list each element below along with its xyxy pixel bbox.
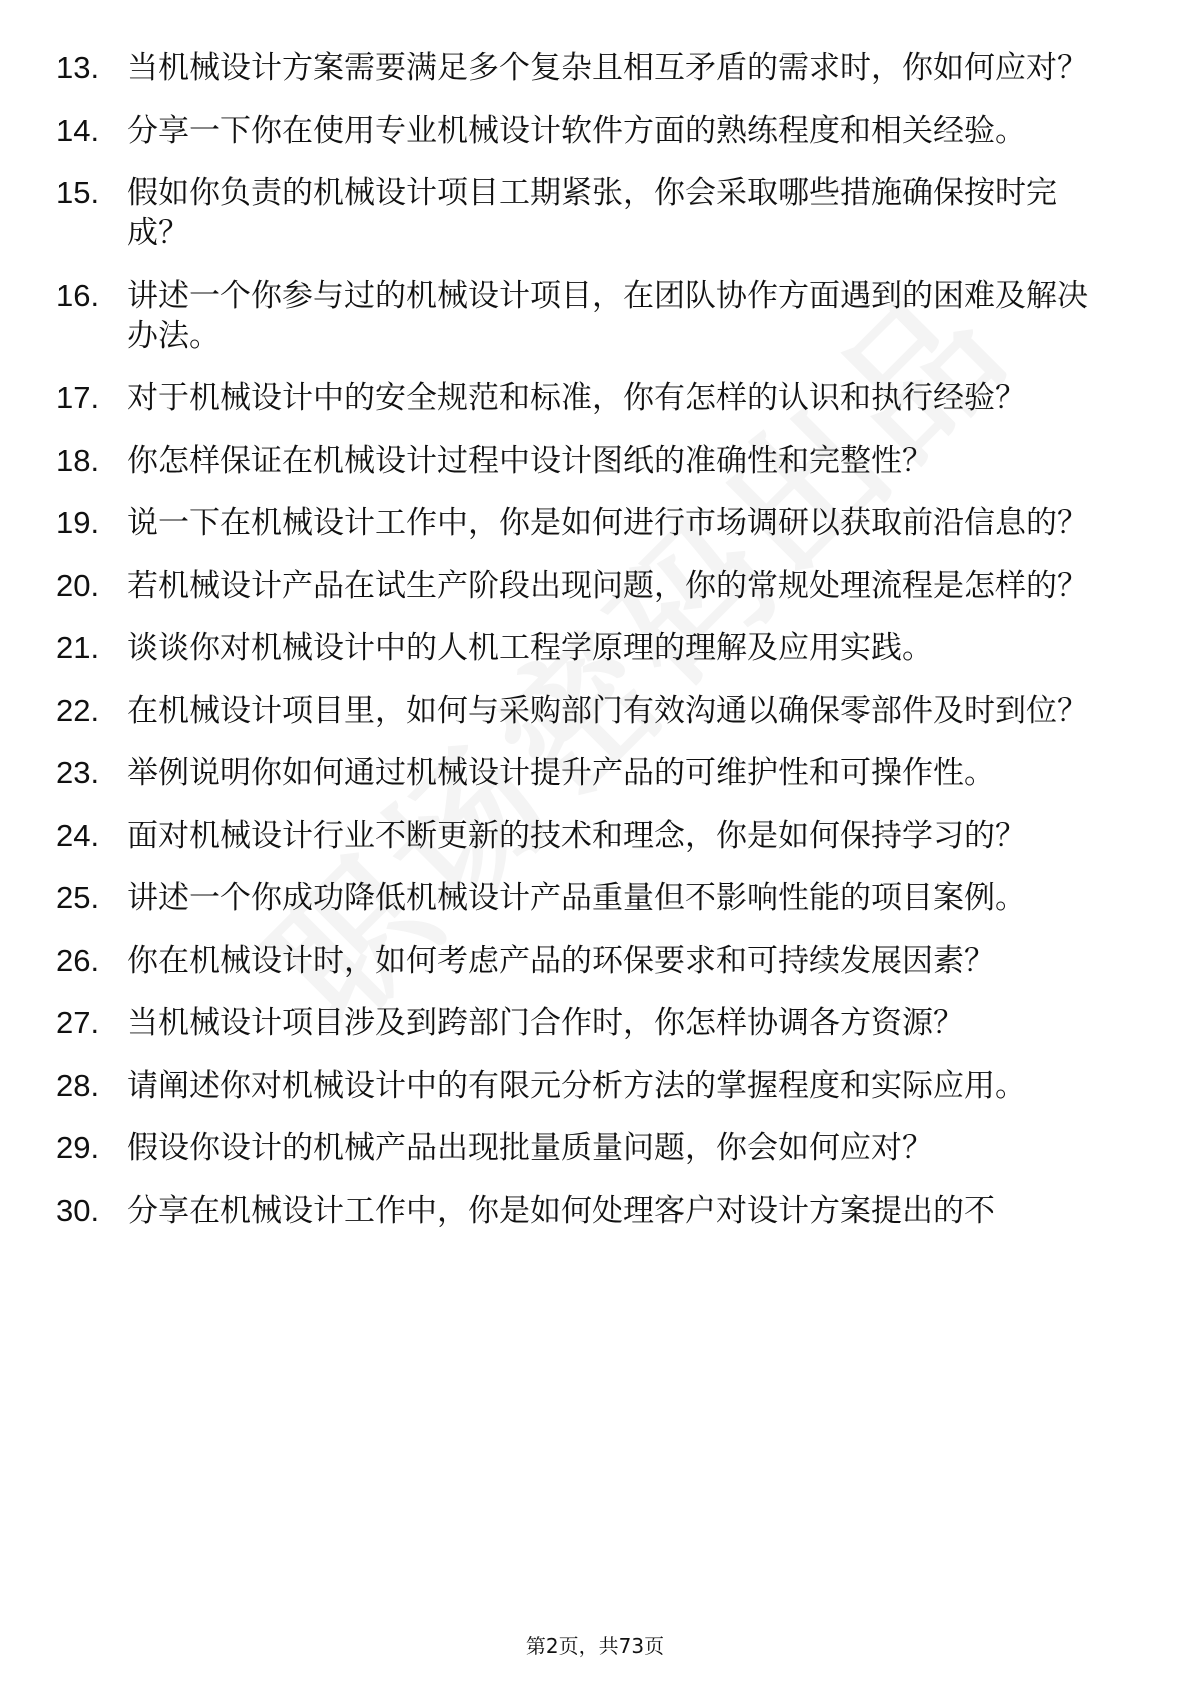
question-number: 13. [56,50,100,85]
question-text: 谈谈你对机械设计中的人机工程学原理的理解及应用实践。 [127,630,933,666]
question-item-19 [0,503,1190,543]
question-text: 假如你负责的机械设计项目工期紧张，你会采取哪些措施确保按时完成？ [127,175,1057,251]
question-item-20 [0,566,1190,606]
question-number: 26. [56,942,100,978]
question-item-15 [0,173,1190,253]
question-item-29 [0,1128,1190,1168]
question-text: 分享在机械设计工作中，你是如何处理客户对设计方案提出的不 [127,1192,995,1229]
question-number: 24. [56,817,100,853]
question-text: 说一下在机械设计工作中，你是如何进行市场调研以获取前沿信息的？ [127,505,1088,541]
question-text: 面对机械设计行业不断更新的技术和理念，你是如何保持学习的？ [127,817,1026,854]
question-list [0,48,1190,1253]
question-number: 17. [56,380,100,415]
question-number: 18. [56,442,100,478]
question-text: 请阐述你对机械设计中的有限元分析方法的掌握程度和实际应用。 [127,1067,1026,1104]
question-text: 你怎样保证在机械设计过程中设计图纸的准确性和完整性？ [127,442,933,479]
question-item-28 [0,1066,1190,1106]
question-text: 你在机械设计时，如何考虑产品的环保要求和可持续发展因素？ [127,942,995,979]
question-text: 假设你设计的机械产品出现批量质量问题，你会如何应对？ [127,1130,933,1166]
page-number-label: 第2页，共73页 [525,1634,665,1658]
question-text: 举例说明你如何通过机械设计提升产品的可维护性和可操作性。 [127,755,995,791]
question-item-14 [0,111,1190,151]
question-number: 25. [56,880,100,915]
question-item-25 [0,878,1190,918]
question-item-23 [0,753,1190,793]
question-item-24 [0,816,1190,856]
question-text: 讲述一个你成功降低机械设计产品重量但不影响性能的项目案例。 [127,880,1026,916]
question-number: 29. [56,1130,100,1165]
question-item-27 [0,1003,1190,1043]
question-item-26 [0,941,1190,981]
question-item-17 [0,378,1190,418]
question-text: 分享一下你在使用专业机械设计软件方面的熟练程度和相关经验。 [127,112,1026,149]
question-item-13 [0,48,1190,88]
question-text: 对于机械设计中的安全规范和标准，你有怎样的认识和执行经验？ [127,380,1026,416]
question-number: 23. [56,755,100,790]
question-text: 在机械设计项目里，如何与采购部门有效沟通以确保零部件及时到位？ [127,692,1088,729]
page-footer [0,1630,1190,1659]
question-item-16 [0,276,1190,356]
question-number: 16. [56,277,100,313]
question-number: 15. [56,175,100,210]
question-item-21 [0,628,1190,668]
question-number: 21. [56,630,100,665]
question-item-30 [0,1191,1190,1231]
question-number: 14. [56,112,100,148]
question-text: 讲述一个你参与过的机械设计项目，在团队协作方面遇到的困难及解决办法。 [127,277,1088,354]
question-item-22 [0,691,1190,731]
question-text: 若机械设计产品在试生产阶段出现问题，你的常规处理流程是怎样的？ [127,567,1088,604]
question-number: 27. [56,1005,100,1040]
question-number: 30. [56,1192,100,1228]
question-text: 当机械设计项目涉及到跨部门合作时，你怎样协调各方资源？ [127,1005,964,1041]
question-number: 22. [56,692,100,728]
question-number: 19. [56,505,100,540]
question-item-18 [0,441,1190,481]
question-number: 20. [56,567,100,603]
question-number: 28. [56,1067,100,1103]
question-text: 当机械设计方案需要满足多个复杂且相互矛盾的需求时，你如何应对？ [127,50,1088,86]
